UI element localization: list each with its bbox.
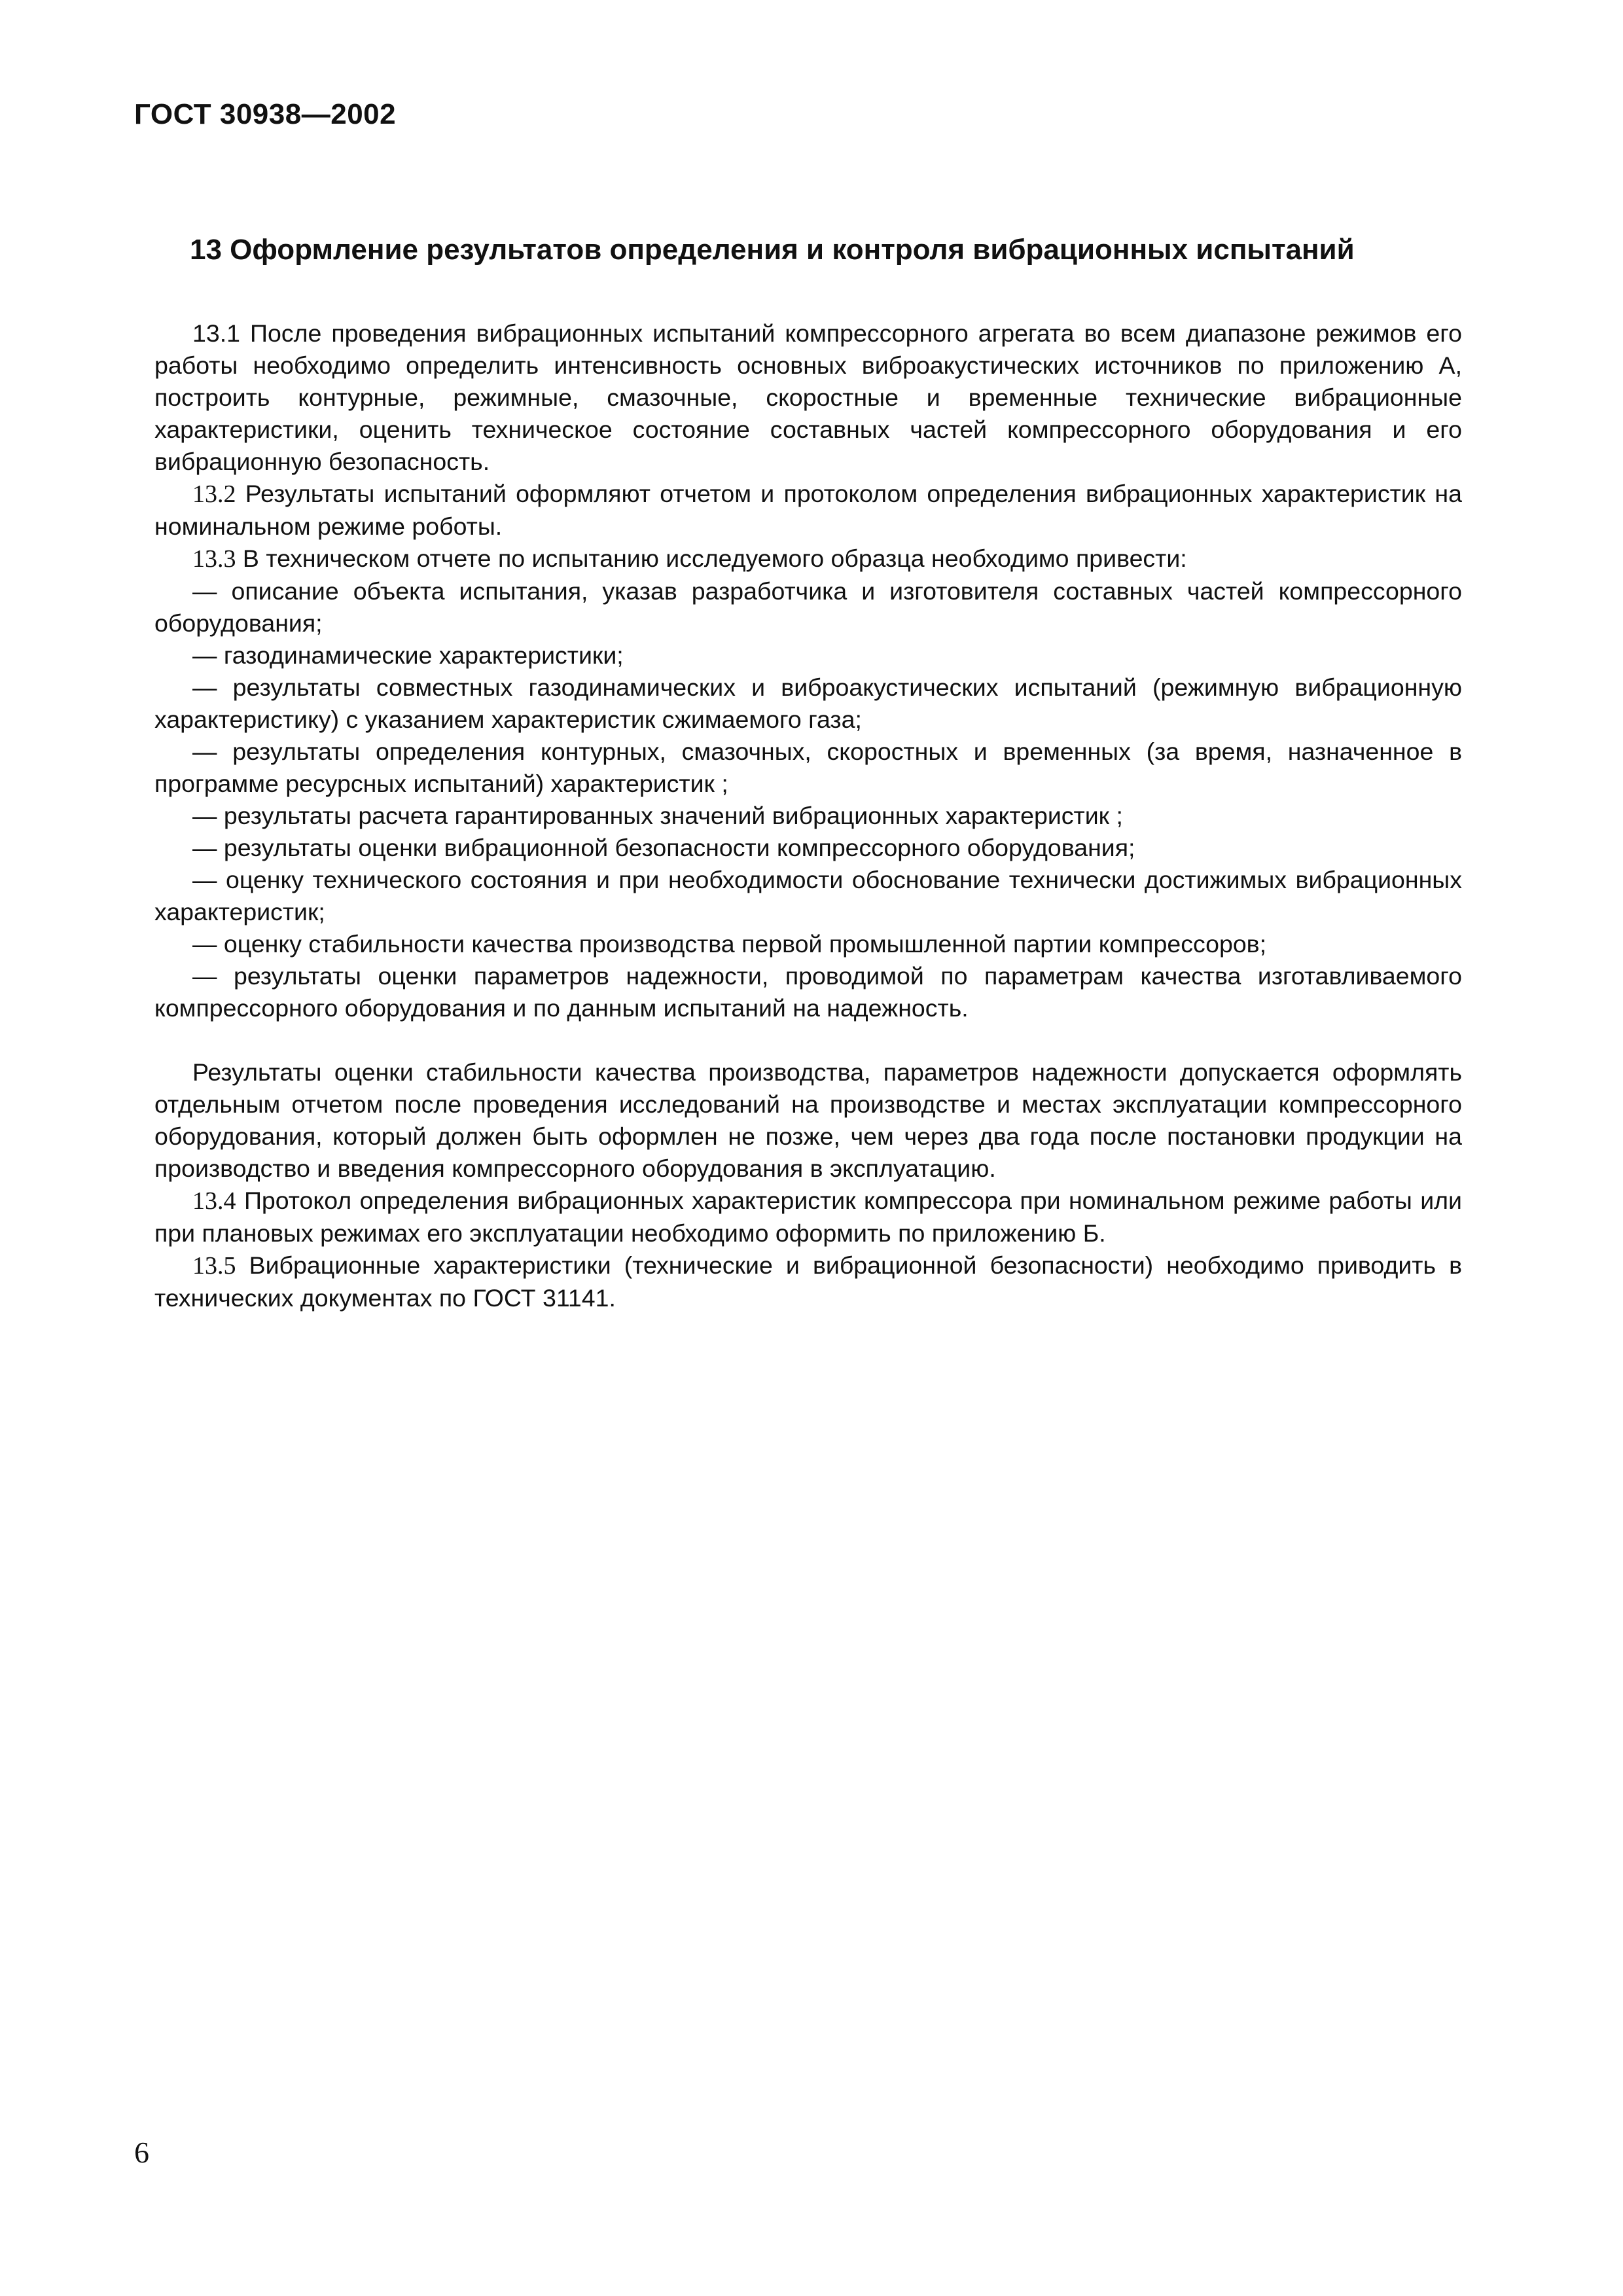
list-item: — результаты оценки параметров надежности, проводимой по параметрам качества изготавливаемого компрессорного оборудования и по данным испытаний на надежность. xyxy=(154,962,1462,1022)
list-item: — оценку стабильности качества производства первой промышленной партии компрессоров; xyxy=(192,930,1267,958)
clause-number: 13.4 xyxy=(192,1187,236,1215)
clause-text: Вибрационные характеристики (технические и вибрационной безопасности) необходимо приводить в технических документах по ГОСТ 31141. xyxy=(154,1251,1462,1312)
list-item: — результаты определения контурных, смазочных, скоростных и временных (за время, назначенное в программе ресурсных испытаний) характеристик ; xyxy=(154,738,1462,797)
paragraph-results: Результаты оценки стабильности качества производства, параметров надежности допускается оформлять отдельным отчетом после проведения исследований на производстве и местах эксплуатации компрессорного оборудования, который должен быть оформлен не позже, чем через два года после постановки продукции на производство и введения компрессорного оборудования в эксплуатацию. xyxy=(154,1058,1462,1182)
clause-text: Результаты испытаний оформляют отчетом и протоколом определения вибрационных характеристик на номинальном режиме роботы. xyxy=(154,480,1462,540)
list-item: — результаты оценки вибрационной безопасности компрессорного оборудования; xyxy=(192,834,1135,861)
section-title: 13 Оформление результатов определения и контроля вибрационных испытаний xyxy=(190,234,1355,266)
clause-number: 13.2 xyxy=(192,480,236,508)
paragraph-13-2 xyxy=(154,478,1462,543)
clause-number: 13.5 xyxy=(192,1252,236,1280)
clause-text: В техническом отчете по испытанию исследуемого образца необходимо привести: xyxy=(236,545,1187,572)
document-header: ГОСТ 30938—2002 xyxy=(134,98,397,130)
list-item: — оценку технического состояния и при необходимости обоснование технически достижимых вибрационных характеристик; xyxy=(154,866,1462,925)
clause-text: Протокол определения вибрационных характеристик компрессора при номинальном режиме работы или при плановых режимах его эксплуатации необходимо оформить по приложению Б. xyxy=(154,1187,1462,1247)
list-item: — описание объекта испытания, указав разработчика и изготовителя составных частей компрессорного оборудования; xyxy=(154,577,1462,637)
paragraph-13-5 xyxy=(154,1249,1462,1314)
page-number: 6 xyxy=(134,2136,149,2169)
section-body xyxy=(154,317,1462,1314)
clause-number: 13.3 xyxy=(192,545,236,573)
list-item: — результаты совместных газодинамических и виброакустических испытаний (режимную вибрационную характеристику) с указанием характеристик сжимаемого газа; xyxy=(154,673,1462,733)
paragraph-13-4 xyxy=(154,1185,1462,1249)
list-item: — газодинамические характеристики; xyxy=(192,641,624,669)
list-item: — результаты расчета гарантированных значений вибрационных характеристик ; xyxy=(192,802,1123,829)
paragraph-13-1: 13.1 После проведения вибрационных испытаний компрессорного агрегата во всем диапазоне режимов его работы необходимо определить интенсивность основных виброакустических источников по приложению А, построить контурные, режимные, смазочные, скоростные и временные технические вибрационные характеристики, оценить техническое состояние составных частей компрессорного оборудования и его вибрационную безопасность. xyxy=(154,319,1462,475)
paragraph-13-3 xyxy=(154,543,1462,575)
